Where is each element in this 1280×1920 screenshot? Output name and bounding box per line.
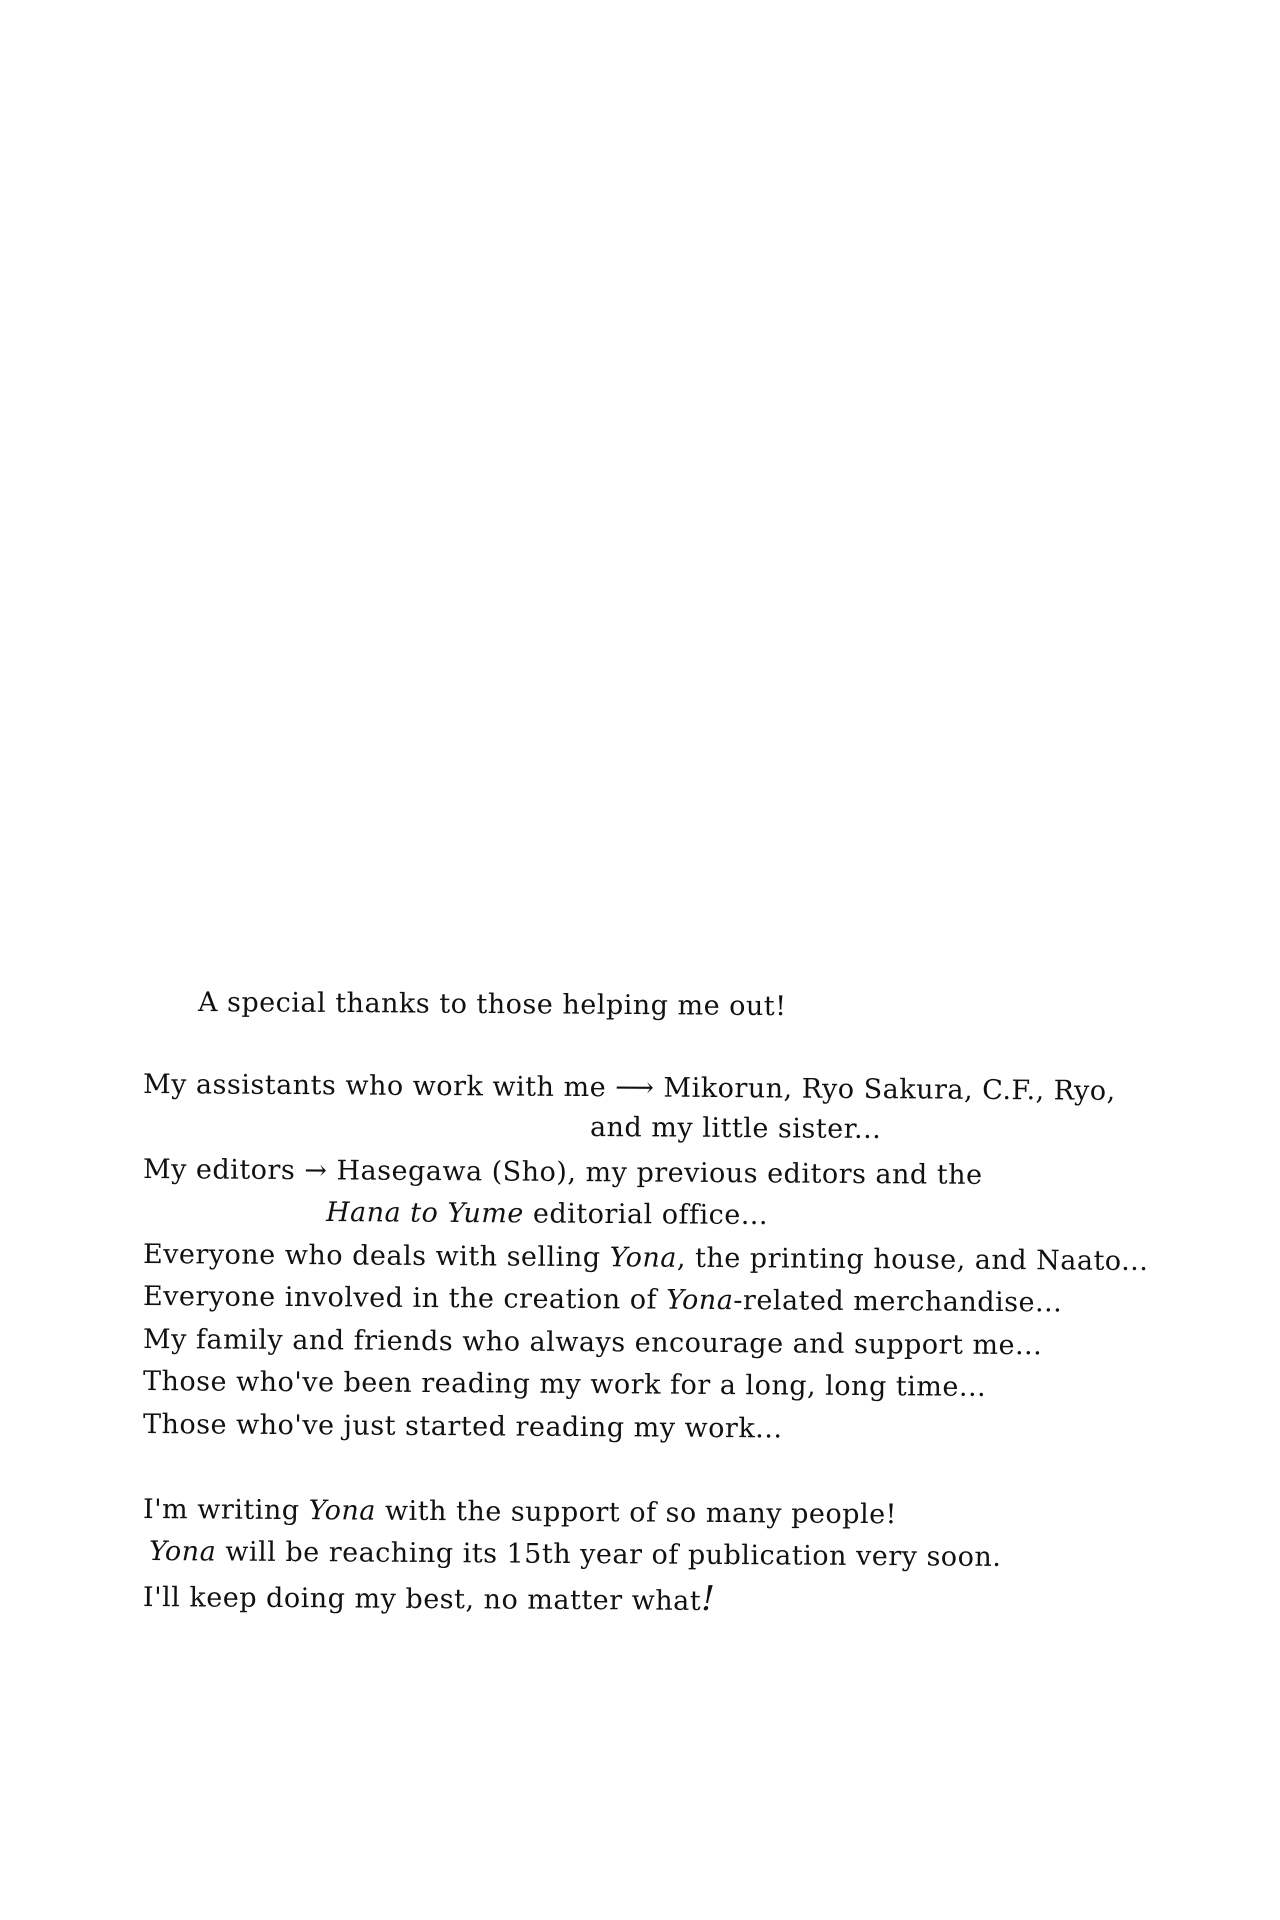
support-before: I'm writing <box>142 1494 309 1527</box>
thanks-heading <box>198 986 787 1024</box>
support-line <box>143 1493 897 1532</box>
long-time-text: Those who've been reading my work for a long, long time... <box>142 1366 987 1403</box>
series-title: Yona <box>666 1284 734 1317</box>
assistants-continuation <box>590 1111 882 1147</box>
editors-line <box>143 1153 983 1193</box>
arrow-icon: ⟶ <box>615 1072 655 1104</box>
closing-line <box>143 1578 716 1619</box>
selling-line <box>143 1238 1149 1279</box>
editorial-office-line <box>326 1196 768 1233</box>
assistants-continuation-text: and my little sister... <box>589 1112 882 1146</box>
editors-prefix: My editors <box>142 1154 305 1187</box>
merch-after: -related merchandise... <box>733 1285 1063 1319</box>
anniversary-after: will be reaching its 15th year of publication very soon. <box>216 1536 1002 1573</box>
arrow-icon: → <box>304 1155 328 1187</box>
series-title: Yona <box>609 1242 677 1274</box>
selling-after: , the printing house, and Naato... <box>676 1242 1149 1278</box>
support-after: with the support of so many people! <box>375 1495 898 1531</box>
new-readers-text: Those who've just started reading my work... <box>142 1409 783 1445</box>
series-title: Yona <box>148 1536 217 1568</box>
heading-text: A special thanks to those helping me out! <box>197 987 787 1023</box>
editorial-office-text: editorial office... <box>523 1198 769 1232</box>
merch-before: Everyone involved in the creation of <box>142 1281 667 1316</box>
assistants-line <box>143 1068 1116 1109</box>
exclamation-mark: ! <box>701 1578 716 1619</box>
assistants-prefix: My assistants who work with me <box>142 1069 616 1104</box>
editors-names: Hasegawa (Sho), my previous editors and the <box>327 1155 983 1191</box>
new-readers-line <box>143 1408 783 1446</box>
family-text: My family and friends who always encourage and support me... <box>142 1324 1043 1362</box>
family-line <box>143 1323 1043 1363</box>
assistants-names: Mikorun, Ryo Sakura, C.F., Ryo, <box>654 1072 1116 1107</box>
merchandise-line <box>143 1280 1063 1320</box>
long-time-readers-line <box>143 1365 986 1405</box>
closing-text: I'll keep doing my best, no matter what <box>142 1582 702 1617</box>
series-title: Yona <box>308 1495 377 1527</box>
magazine-title: Hana to Yume <box>325 1197 524 1230</box>
anniversary-line <box>149 1535 1002 1575</box>
selling-before: Everyone who deals with selling <box>142 1239 610 1274</box>
